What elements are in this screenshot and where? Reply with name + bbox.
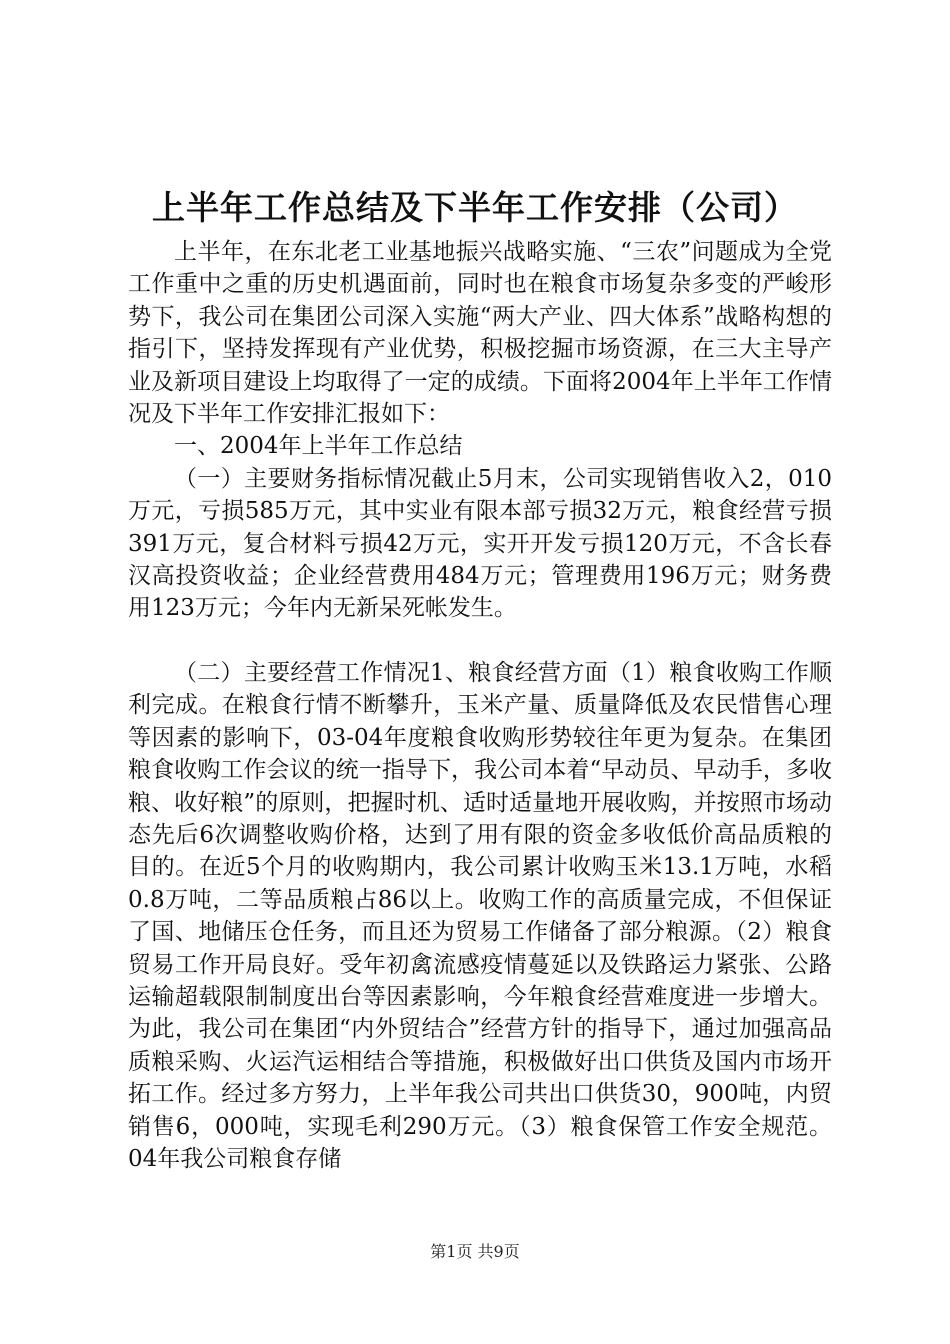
document-title: 上半年工作总结及下半年工作安排（公司） (152, 188, 798, 227)
paragraph-financial: （一）主要财务指标情况截止5月末，公司实现销售收入2，010万元，亏损585万元，其中实业有限本部亏损32万元，粮食经营亏损391万元，复合材料亏损42万元，实开开发亏损120万元，不含长春汉高投资收益；企业经营费用484万元；管理费用196万元；财务费用123万元；今年内无新呆死帐发生。 (128, 465, 832, 622)
document-body (128, 236, 832, 1175)
section-heading: 一、2004年上半年工作总结 (174, 433, 463, 460)
paragraph-operations: （二）主要经营工作情况1、粮食经营方面（1）粮食收购工作顺利完成。在粮食行情不断攀升，玉米产量、质量降低及农民惜售心理等因素的影响下，03-04年度粮食收购形势较往年更为复杂。在集团粮食收购工作会议的统一指导下，我公司本着“早动员、早动手，多收粮、收好粮”的原则，把握时机、适时适量地开展收购，并按照市场动态先后6次调整收购价格，达到了用有限的资金多收低价高品质粮的目的。在近5个月的收购期内，我公司累计收购玉米13.1万吨，水稻0.8万吨，二等品质粮占86以上。收购工作的高质量完成，不但保证了国、地储压仓任务，而且还为贸易工作储备了部分粮源。（2）粮食贸易工作开局良好。受年初禽流感疫情蔓延以及铁路运力紧张、公路运输超载限制制度出台等因素影响，今年粮食经营难度进一步增大。为此，我公司在集团“内外贸结合”经营方针的指导下，通过加强高品质粮采购、火运汽运相结合等措施，积极做好出口供货及国内市场开拓工作。经过多方努力，上半年我公司共出口供货30，900吨，内贸销售6，000吨，实现毛利290万元。（3）粮食保管工作安全规范。04年我公司粮食存储 (128, 659, 832, 1172)
page-footer: 第1页 共9页 (430, 1242, 520, 1261)
paragraph-intro: 上半年，在东北老工业基地振兴战略实施、“三农”问题成为全党工作重中之重的历史机遇面前，同时也在粮食市场复杂多变的严峻形势下，我公司在集团公司深入实施“两大产业、四大体系”战略构想的指引下，坚持发挥现有产业优势，积极挖掘市场资源，在三大主导产业及新项目建设上均取得了一定的成绩。下面将2004年上半年工作情况及下半年工作安排汇报如下： (128, 239, 832, 428)
